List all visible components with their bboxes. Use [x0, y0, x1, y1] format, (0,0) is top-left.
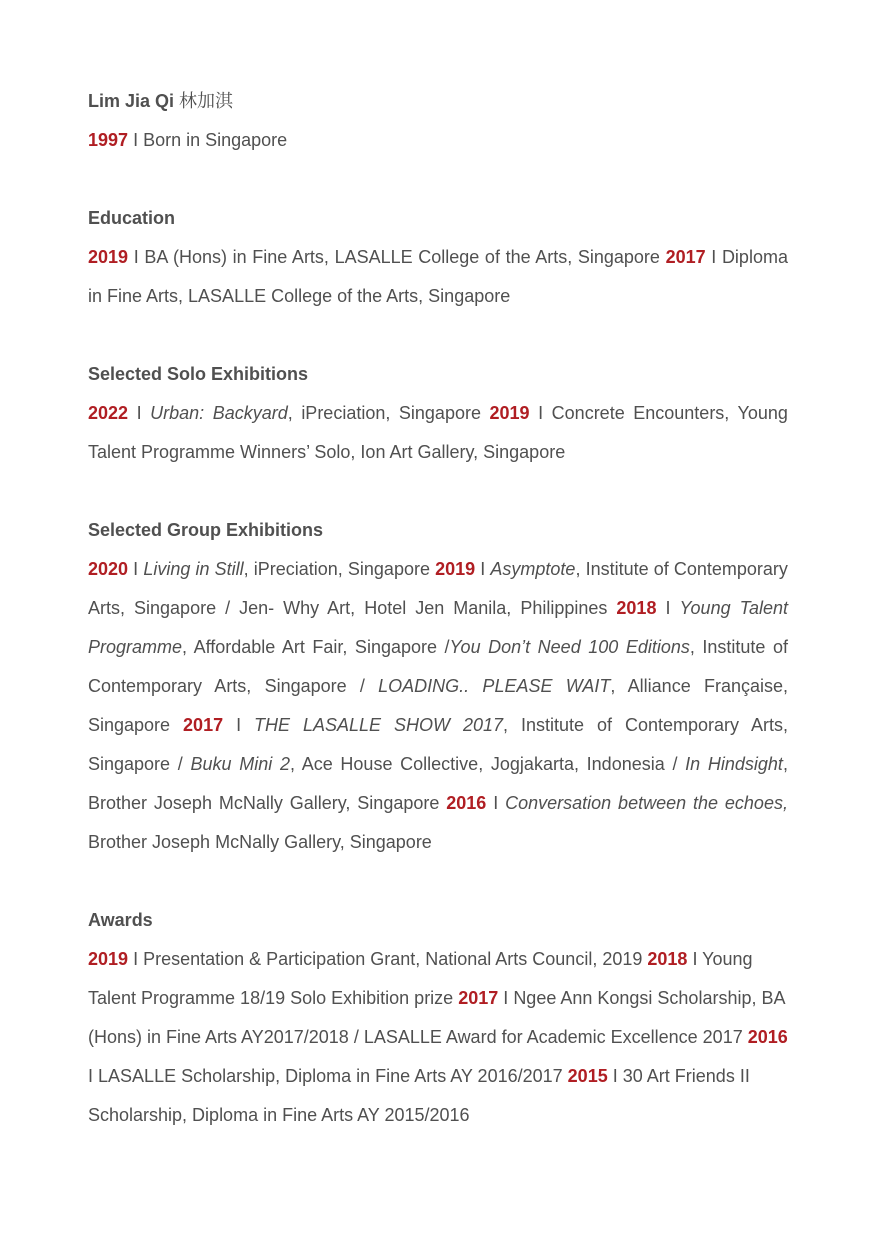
solo-exhibition-venue: , iPreciation, Singapore: [287, 403, 481, 423]
award-year: 2016: [747, 1027, 788, 1047]
solo-exhibition-title: Urban: Backyard: [150, 403, 288, 423]
group-year: 2018: [616, 598, 657, 618]
separator: I: [236, 715, 242, 735]
group-exhibition-venue: , Institute of Contemporary Arts, Singapore / Jen- Why Art, Hotel Jen Manila, Philippines: [88, 559, 788, 618]
group-exhibition-venue: , iPreciation, Singapore: [243, 559, 430, 579]
education-heading: Education: [88, 208, 176, 228]
group-year: 2016: [446, 793, 487, 813]
group-exhibition-title: Conversation between the echoes,: [505, 793, 788, 813]
group-exhibitions-heading: Selected Group Exhibitions: [88, 520, 324, 540]
award-entry: Ngee Ann Kongsi Scholarship, BA (Hons) in Fine Arts AY2017/2018 / LASALLE Award for Academic Excellence 2017: [88, 988, 785, 1047]
education-entry: BA (Hons) in Fine Arts, LASALLE College of the Arts, Singapore: [144, 247, 660, 267]
separator: I: [503, 988, 509, 1008]
group-year: 2019: [435, 559, 476, 579]
birth-year: 1997: [88, 130, 129, 150]
separator: I: [133, 130, 139, 150]
group-exhibition-venue: , Ace House Collective, Jogjakarta, Indonesia /: [289, 754, 678, 774]
separator: I: [133, 949, 139, 969]
group-exhibition-venue: Brother Joseph McNally Gallery, Singapore: [88, 832, 432, 852]
group-exhibition-title: In Hindsight: [685, 754, 783, 774]
education-list: [88, 238, 788, 316]
separator: I: [480, 559, 486, 579]
group-exhibition-title: LOADING.. PLEASE WAIT: [378, 676, 611, 696]
artist-chinese-name: 林加淇: [179, 91, 234, 111]
award-year: 2015: [567, 1066, 608, 1086]
group-exhibition-title: Young Talent Programme: [88, 598, 788, 657]
artist-name: Lim Jia Qi: [88, 91, 175, 111]
group-exhibition-venue: , Alliance Française, Singapore: [88, 676, 788, 735]
group-exhibition-venue: , Affordable Art Fair, Singapore /: [182, 637, 450, 657]
group-exhibition-title: Asymptote: [490, 559, 576, 579]
award-entry: Presentation & Participation Grant, National Arts Council, 2019: [143, 949, 643, 969]
solo-year: 2019: [489, 403, 530, 423]
group-exhibition-title: THE LASALLE SHOW 2017: [254, 715, 504, 735]
awards-list: [88, 940, 788, 1135]
separator: I: [692, 949, 698, 969]
separator: I: [133, 247, 139, 267]
award-entry: Young Talent Programme 18/19 Solo Exhibition prize: [88, 949, 753, 1008]
separator: I: [133, 559, 139, 579]
separator: I: [612, 1066, 618, 1086]
group-exhibition-title: You Don’t Need 100 Editions: [449, 637, 690, 657]
separator: I: [711, 247, 717, 267]
group-exhibition-title: Living in Still: [143, 559, 244, 579]
separator: I: [538, 403, 544, 423]
solo-exhibitions-list: [88, 394, 788, 472]
cv-page: [88, 82, 788, 1135]
award-year: 2018: [647, 949, 688, 969]
separator: I: [88, 1066, 94, 1086]
separator: I: [136, 403, 142, 423]
group-exhibition-title: Buku Mini 2: [190, 754, 290, 774]
education-year: 2017: [665, 247, 706, 267]
awards-heading: Awards: [88, 910, 153, 930]
group-exhibition-venue: , Institute of Contemporary Arts, Singapore /: [88, 715, 788, 774]
award-year: 2017: [458, 988, 499, 1008]
solo-year: 2022: [88, 403, 129, 423]
group-year: 2017: [183, 715, 224, 735]
birth-text: Born in Singapore: [143, 130, 288, 150]
birth-line: [88, 121, 788, 160]
artist-name-line: [88, 82, 788, 121]
solo-exhibition-entry: Concrete Encounters, Young Talent Programme Winners’ Solo, Ion Art Gallery, Singapore: [88, 403, 788, 462]
group-year: 2020: [88, 559, 129, 579]
education-entry: Diploma in Fine Arts, LASALLE College of the Arts, Singapore: [88, 247, 788, 306]
solo-exhibitions-heading: Selected Solo Exhibitions: [88, 364, 309, 384]
group-exhibition-venue: , Institute of Contemporary Arts, Singapore /: [88, 637, 788, 696]
award-entry: 30 Art Friends II Scholarship, Diploma in Fine Arts AY 2015/2016: [88, 1066, 750, 1125]
separator: I: [493, 793, 499, 813]
award-entry: LASALLE Scholarship, Diploma in Fine Arts AY 2016/2017: [98, 1066, 563, 1086]
education-year: 2019: [88, 247, 129, 267]
group-exhibition-venue: , Brother Joseph McNally Gallery, Singapore: [88, 754, 788, 813]
separator: I: [665, 598, 671, 618]
award-year: 2019: [88, 949, 129, 969]
group-exhibitions-list: [88, 550, 788, 862]
